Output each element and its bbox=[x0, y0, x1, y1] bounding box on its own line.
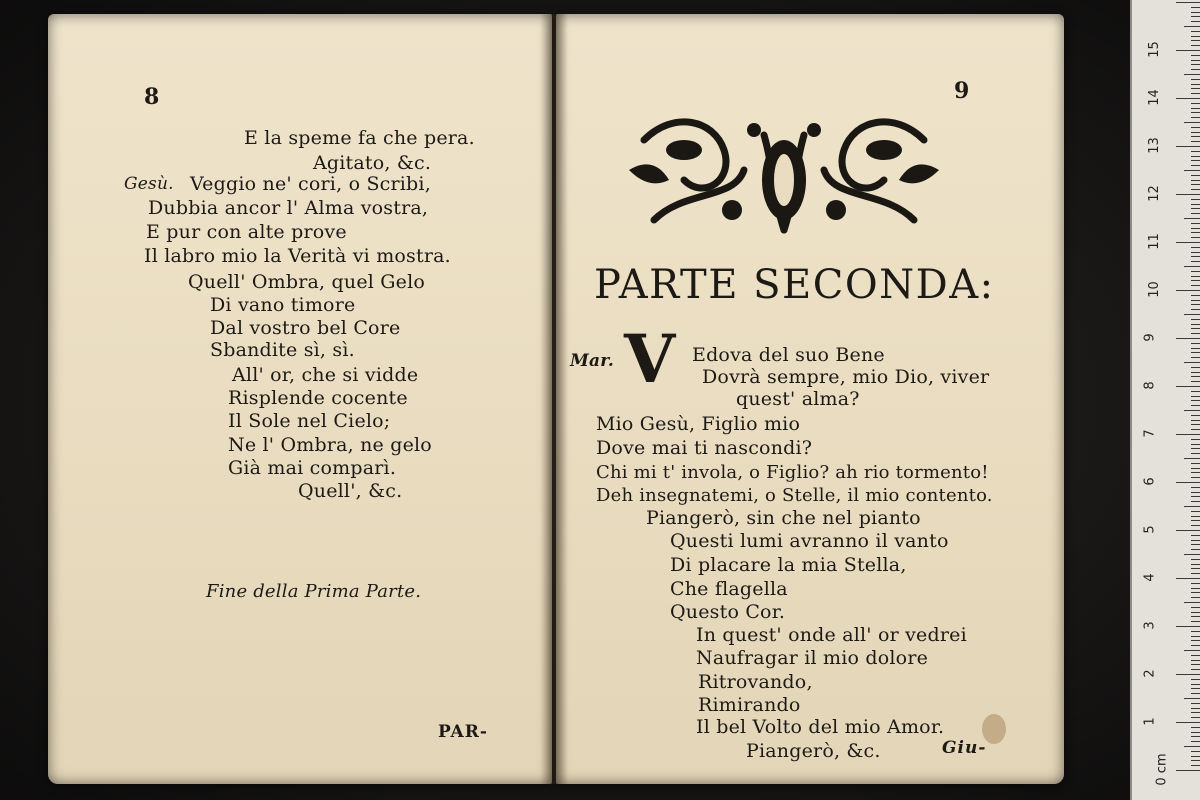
ruler-tick bbox=[1191, 256, 1200, 257]
verse-line: Risplende cocente bbox=[228, 387, 408, 409]
ruler-tick bbox=[1191, 760, 1200, 761]
ruler-label: 1 bbox=[1142, 717, 1158, 726]
ruler-tick bbox=[1191, 717, 1200, 718]
ruler-tick bbox=[1184, 698, 1200, 699]
ruler-tick bbox=[1176, 578, 1200, 579]
ruler-tick bbox=[1191, 415, 1200, 416]
ruler-tick bbox=[1191, 208, 1200, 209]
ruler-tick bbox=[1191, 261, 1200, 262]
ruler-tick bbox=[1191, 156, 1200, 157]
verse-line: Piangerò, &c. bbox=[746, 740, 881, 762]
ruler-tick bbox=[1191, 237, 1200, 238]
ruler-tick bbox=[1191, 367, 1200, 368]
ruler-tick bbox=[1191, 712, 1200, 713]
ruler-tick bbox=[1191, 309, 1200, 310]
ruler-tick bbox=[1191, 607, 1200, 608]
ruler-tick bbox=[1191, 520, 1200, 521]
verse-line: Il Sole nel Cielo; bbox=[228, 410, 391, 432]
ruler-label: 0 cm bbox=[1154, 753, 1170, 786]
ruler-tick bbox=[1191, 525, 1200, 526]
ruler-tick bbox=[1176, 194, 1200, 195]
ruler-tick bbox=[1191, 223, 1200, 224]
part-heading: PARTE SECONDA: bbox=[594, 262, 995, 308]
ruler-tick bbox=[1191, 88, 1200, 89]
verse-line: Già mai comparì. bbox=[228, 457, 397, 479]
verse-line: Il bel Volto del mio Amor. bbox=[696, 716, 945, 738]
ruler-tick bbox=[1191, 492, 1200, 493]
ruler-tick bbox=[1191, 631, 1200, 632]
ruler-label: 2 bbox=[1142, 669, 1158, 678]
ruler-tick bbox=[1191, 136, 1200, 137]
ruler-label: 5 bbox=[1142, 525, 1158, 534]
ruler-tick bbox=[1191, 280, 1200, 281]
ruler-label: 9 bbox=[1142, 333, 1158, 342]
ruler-tick bbox=[1191, 352, 1200, 353]
left-page bbox=[48, 14, 552, 784]
ruler-tick bbox=[1191, 468, 1200, 469]
ruler-tick bbox=[1191, 496, 1200, 497]
ruler-tick bbox=[1191, 79, 1200, 80]
ruler-tick bbox=[1184, 602, 1200, 603]
ruler-tick bbox=[1176, 290, 1200, 291]
ruler-tick bbox=[1191, 252, 1200, 253]
ruler-tick bbox=[1191, 741, 1200, 742]
ruler-tick bbox=[1191, 559, 1200, 560]
ruler-tick bbox=[1191, 21, 1200, 22]
ruler-tick bbox=[1176, 530, 1200, 531]
ruler-tick bbox=[1191, 333, 1200, 334]
verse-line: Deh insegnatemi, o Stelle, il mio contento. bbox=[596, 485, 993, 506]
paper-stain bbox=[982, 714, 1006, 744]
ruler-tick bbox=[1191, 616, 1200, 617]
ruler-tick bbox=[1191, 684, 1200, 685]
verse-line: Di vano timore bbox=[210, 294, 356, 316]
ruler-tick bbox=[1191, 165, 1200, 166]
ruler-tick bbox=[1191, 655, 1200, 656]
ruler-tick bbox=[1191, 276, 1200, 277]
ruler-tick bbox=[1191, 621, 1200, 622]
ruler-tick bbox=[1191, 391, 1200, 392]
ruler-tick bbox=[1191, 540, 1200, 541]
ruler-tick bbox=[1191, 516, 1200, 517]
verse-line: All' or, che si vidde bbox=[232, 364, 419, 386]
ruler-tick bbox=[1191, 319, 1200, 320]
ruler-tick bbox=[1191, 597, 1200, 598]
ruler-tick bbox=[1191, 36, 1200, 37]
ruler-tick bbox=[1184, 362, 1200, 363]
ruler-tick bbox=[1184, 410, 1200, 411]
ruler-tick bbox=[1191, 396, 1200, 397]
ruler-tick bbox=[1191, 487, 1200, 488]
ruler-tick bbox=[1191, 348, 1200, 349]
ruler-label: 13 bbox=[1146, 137, 1162, 154]
ruler-tick bbox=[1176, 242, 1200, 243]
ruler-tick bbox=[1191, 405, 1200, 406]
ruler-tick bbox=[1191, 564, 1200, 565]
ruler-tick bbox=[1191, 328, 1200, 329]
ruler-tick bbox=[1191, 400, 1200, 401]
ruler-tick bbox=[1176, 338, 1200, 339]
ruler-tick bbox=[1176, 722, 1200, 723]
ruler-tick bbox=[1191, 151, 1200, 152]
ruler-tick bbox=[1191, 189, 1200, 190]
ruler-tick bbox=[1184, 650, 1200, 651]
ruler-tick bbox=[1191, 669, 1200, 670]
verse-line: Naufragar il mio dolore bbox=[696, 647, 929, 669]
ruler-tick bbox=[1176, 386, 1200, 387]
ruler-tick bbox=[1184, 554, 1200, 555]
verse-line: Agitato, &c. bbox=[313, 152, 432, 174]
ruler-label: 11 bbox=[1146, 233, 1162, 250]
ruler-tick bbox=[1191, 664, 1200, 665]
verse-line: Dove mai ti nascondi? bbox=[596, 437, 813, 459]
ruler-tick bbox=[1191, 213, 1200, 214]
ruler-tick bbox=[1191, 660, 1200, 661]
ruler-label: 6 bbox=[1142, 477, 1158, 486]
verse-line: Questo Cor. bbox=[670, 601, 786, 623]
ruler-tick bbox=[1191, 12, 1200, 13]
ruler-tick bbox=[1191, 592, 1200, 593]
verse-line: Mio Gesù, Figlio mio bbox=[596, 413, 801, 435]
ruler-label: 12 bbox=[1146, 185, 1162, 202]
ruler-tick bbox=[1191, 453, 1200, 454]
ruler-tick bbox=[1184, 218, 1200, 219]
verse-line: Dal vostro bel Core bbox=[210, 317, 401, 339]
verse-line: Di placare la mia Stella, bbox=[670, 554, 907, 576]
ruler-tick bbox=[1191, 448, 1200, 449]
ruler-tick bbox=[1176, 98, 1200, 99]
ruler-tick bbox=[1184, 458, 1200, 459]
ruler-tick bbox=[1191, 357, 1200, 358]
verse-line: quest' alma? bbox=[736, 388, 860, 410]
verse-line: Edova del suo Bene bbox=[692, 344, 885, 366]
ruler-tick bbox=[1191, 93, 1200, 94]
ruler-tick bbox=[1176, 434, 1200, 435]
ruler-tick bbox=[1191, 31, 1200, 32]
ruler-tick bbox=[1191, 612, 1200, 613]
verse-line: Quell', &c. bbox=[298, 480, 403, 502]
speaker-label: Mar. bbox=[570, 351, 614, 371]
ruler-tick bbox=[1191, 463, 1200, 464]
ruler-tick bbox=[1191, 45, 1200, 46]
ruler-label: 15 bbox=[1146, 41, 1162, 58]
ruler-tick bbox=[1191, 228, 1200, 229]
ruler-tick bbox=[1191, 727, 1200, 728]
ruler-tick bbox=[1191, 69, 1200, 70]
verse-line: Il labro mio la Verità vi mostra. bbox=[144, 245, 451, 267]
ruler-tick bbox=[1176, 146, 1200, 147]
ruler-tick bbox=[1191, 444, 1200, 445]
ruler-tick bbox=[1191, 343, 1200, 344]
verse-line: Ritrovando, bbox=[698, 671, 813, 693]
ruler-label: 3 bbox=[1142, 621, 1158, 630]
ruler-tick bbox=[1191, 180, 1200, 181]
ruler-tick bbox=[1191, 184, 1200, 185]
ruler-tick bbox=[1184, 746, 1200, 747]
ruler-label: 4 bbox=[1142, 573, 1158, 582]
ruler-tick bbox=[1176, 482, 1200, 483]
ruler-tick bbox=[1191, 568, 1200, 569]
ruler-tick bbox=[1191, 544, 1200, 545]
ruler-tick bbox=[1191, 55, 1200, 56]
ruler-tick bbox=[1191, 732, 1200, 733]
verse-line: Chi mi t' invola, o Figlio? ah rio tormento! bbox=[596, 462, 989, 483]
verse-line: E la speme fa che pera. bbox=[244, 127, 475, 149]
ruler-tick bbox=[1191, 679, 1200, 680]
drop-cap: V bbox=[624, 320, 676, 398]
ruler-tick bbox=[1191, 132, 1200, 133]
ruler-tick bbox=[1191, 108, 1200, 109]
ruler-tick bbox=[1191, 112, 1200, 113]
ruler-tick bbox=[1184, 266, 1200, 267]
verse-line: Veggio ne' cori, o Scribi, bbox=[190, 173, 431, 195]
verse-line: In quest' onde all' or vedrei bbox=[696, 624, 967, 646]
ruler-tick bbox=[1184, 74, 1200, 75]
ruler-tick bbox=[1191, 300, 1200, 301]
verse-line: E pur con alte prove bbox=[146, 221, 347, 243]
ruler-tick bbox=[1176, 2, 1200, 3]
ruler-tick bbox=[1191, 549, 1200, 550]
ruler-tick bbox=[1191, 7, 1200, 8]
ruler-label: 8 bbox=[1142, 381, 1158, 390]
ruler-tick bbox=[1191, 477, 1200, 478]
ruler-tick bbox=[1191, 232, 1200, 233]
verse-line: Rimirando bbox=[698, 694, 801, 716]
ruler-tick bbox=[1191, 372, 1200, 373]
verse-line: Piangerò, sin che nel pianto bbox=[646, 507, 921, 529]
ruler-tick bbox=[1176, 50, 1200, 51]
ruler-tick bbox=[1191, 127, 1200, 128]
ruler-tick bbox=[1191, 199, 1200, 200]
ruler-tick bbox=[1191, 420, 1200, 421]
ruler-tick bbox=[1191, 645, 1200, 646]
ruler-tick bbox=[1191, 583, 1200, 584]
verse-line: Dubbia ancor l' Alma vostra, bbox=[148, 197, 429, 219]
ruler-tick bbox=[1191, 40, 1200, 41]
ruler-tick bbox=[1191, 271, 1200, 272]
ruler-tick bbox=[1191, 703, 1200, 704]
ruler-tick bbox=[1191, 376, 1200, 377]
measuring-ruler bbox=[1130, 0, 1200, 800]
ruler-label: 14 bbox=[1146, 89, 1162, 106]
ruler-tick bbox=[1191, 304, 1200, 305]
ruler-tick bbox=[1191, 751, 1200, 752]
ruler-tick bbox=[1191, 103, 1200, 104]
ruler-tick bbox=[1191, 141, 1200, 142]
ruler-tick bbox=[1191, 511, 1200, 512]
book-gutter bbox=[540, 14, 568, 784]
ruler-tick bbox=[1191, 573, 1200, 574]
right-page-number: 9 bbox=[954, 78, 970, 104]
ruler-tick bbox=[1191, 429, 1200, 430]
right-page bbox=[556, 14, 1064, 784]
ruler-tick bbox=[1191, 501, 1200, 502]
verse-line: Questi lumi avranno il vanto bbox=[670, 530, 949, 552]
ruler-tick bbox=[1191, 16, 1200, 17]
ruler-tick bbox=[1191, 472, 1200, 473]
ruler-tick bbox=[1191, 247, 1200, 248]
left-catchword: PAR- bbox=[438, 722, 488, 742]
verse-line: Che flagella bbox=[670, 578, 788, 600]
ruler-label: 10 bbox=[1146, 281, 1162, 298]
verse-line: Ne l' Ombra, ne gelo bbox=[228, 434, 432, 456]
ruler-tick bbox=[1191, 693, 1200, 694]
verse-line: Sbandite sì, sì. bbox=[210, 339, 355, 361]
ruler-tick bbox=[1191, 688, 1200, 689]
ruler-tick bbox=[1191, 756, 1200, 757]
ruler-tick bbox=[1191, 636, 1200, 637]
ruler-tick bbox=[1191, 439, 1200, 440]
ruler-tick bbox=[1191, 765, 1200, 766]
ruler-tick bbox=[1184, 314, 1200, 315]
speaker-label: Gesù. bbox=[124, 174, 174, 194]
left-page-number: 8 bbox=[144, 84, 160, 110]
ruler-tick bbox=[1191, 204, 1200, 205]
ruler-label: 7 bbox=[1142, 429, 1158, 438]
ruler-tick bbox=[1191, 64, 1200, 65]
verse-line: Dovrà sempre, mio Dio, viver bbox=[702, 366, 990, 388]
ruler-tick bbox=[1184, 122, 1200, 123]
ruler-tick bbox=[1191, 424, 1200, 425]
ruler-tick bbox=[1191, 285, 1200, 286]
ruler-tick bbox=[1176, 770, 1200, 771]
part-end-note: Fine della Prima Parte. bbox=[206, 581, 422, 602]
ruler-tick bbox=[1191, 324, 1200, 325]
ruler-tick bbox=[1184, 170, 1200, 171]
ruler-tick bbox=[1191, 381, 1200, 382]
right-catchword: Giu- bbox=[942, 738, 987, 758]
ruler-tick bbox=[1184, 26, 1200, 27]
ruler-tick bbox=[1191, 588, 1200, 589]
ruler-tick bbox=[1176, 674, 1200, 675]
ruler-tick bbox=[1184, 506, 1200, 507]
ruler-tick bbox=[1191, 708, 1200, 709]
ruler-tick bbox=[1191, 160, 1200, 161]
ruler-tick bbox=[1191, 736, 1200, 737]
ruler-tick bbox=[1191, 84, 1200, 85]
ruler-tick bbox=[1176, 626, 1200, 627]
ruler-tick bbox=[1191, 535, 1200, 536]
ruler-tick bbox=[1191, 60, 1200, 61]
ruler-tick bbox=[1191, 117, 1200, 118]
ruler-tick bbox=[1191, 640, 1200, 641]
verse-line: Quell' Ombra, quel Gelo bbox=[188, 271, 426, 293]
ruler-tick bbox=[1191, 175, 1200, 176]
ruler-tick bbox=[1191, 295, 1200, 296]
floral-ornament-icon bbox=[624, 110, 944, 240]
